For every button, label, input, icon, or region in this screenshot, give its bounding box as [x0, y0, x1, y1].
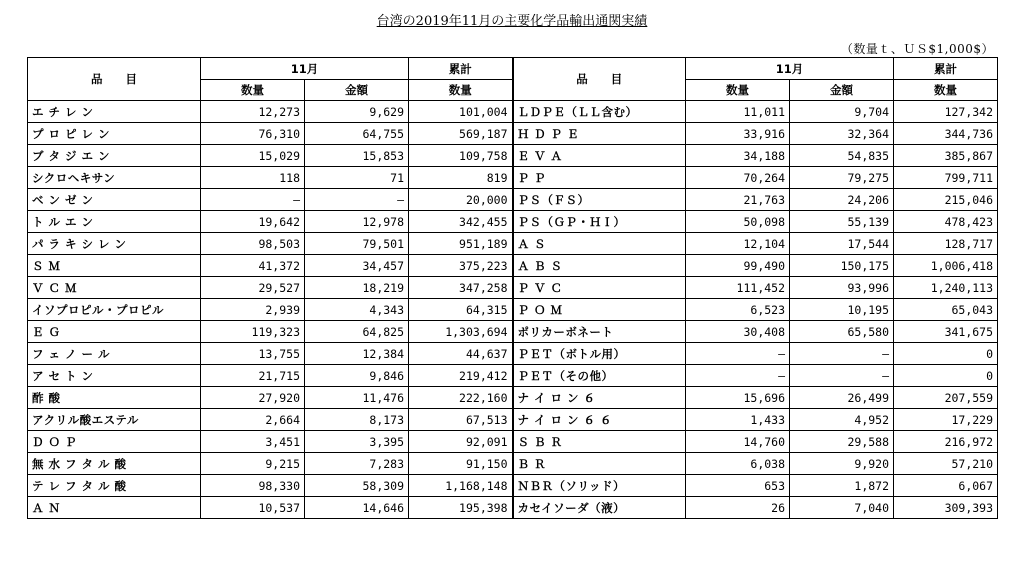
- amount-cell: 18,219: [305, 277, 409, 299]
- table-row: [28, 233, 998, 255]
- amount-cell: 29,588: [790, 431, 894, 453]
- cumulative-cell: 44,637: [409, 343, 513, 365]
- amount-cell: 9,629: [305, 101, 409, 123]
- item-name: ト ル エ ン: [28, 211, 201, 233]
- item-name: ＰＳ（ＧＰ・ＨＩ）: [513, 211, 686, 233]
- item-header-left: 品 目: [28, 58, 201, 101]
- item-name: Ｐ Ｐ: [513, 167, 686, 189]
- cumulative-header-right: 累計: [894, 58, 998, 80]
- cumulative-cell: 215,046: [894, 189, 998, 211]
- item-name: シクロヘキサン: [28, 167, 201, 189]
- cumulative-cell: 57,210: [894, 453, 998, 475]
- item-name: ＬＤＰＥ（ＬＬ含む）: [513, 101, 686, 123]
- quantity-cell: 12,104: [686, 233, 790, 255]
- cumulative-cell: 222,160: [409, 387, 513, 409]
- amount-header-left: 金額: [305, 80, 409, 101]
- cumulative-cell: 17,229: [894, 409, 998, 431]
- item-name: ＰＥＴ（その他）: [513, 365, 686, 387]
- cumulative-cell: 342,455: [409, 211, 513, 233]
- item-name: Ｅ Ｇ: [28, 321, 201, 343]
- table-header: [28, 58, 998, 101]
- item-name: 酢 酸: [28, 387, 201, 409]
- quantity-cell: 118: [201, 167, 305, 189]
- table-row: [28, 365, 998, 387]
- amount-cell: 7,283: [305, 453, 409, 475]
- cumulative-cell: 478,423: [894, 211, 998, 233]
- amount-cell: 150,175: [790, 255, 894, 277]
- cumulative-cell: 951,189: [409, 233, 513, 255]
- table-row: [28, 409, 998, 431]
- amount-cell: 24,206: [790, 189, 894, 211]
- quantity-cell: 653: [686, 475, 790, 497]
- amount-cell: 32,364: [790, 123, 894, 145]
- item-name: Ｄ Ｏ Ｐ: [28, 431, 201, 453]
- cumulative-cell: 6,067: [894, 475, 998, 497]
- item-name: Ａ Ｓ: [513, 233, 686, 255]
- quantity-cell: 34,188: [686, 145, 790, 167]
- cumulative-cell: 128,717: [894, 233, 998, 255]
- item-name: Ｈ Ｄ Ｐ Ｅ: [513, 123, 686, 145]
- amount-cell: 15,853: [305, 145, 409, 167]
- table-row: [28, 167, 998, 189]
- cumulative-cell: 65,043: [894, 299, 998, 321]
- quantity-cell: 11,011: [686, 101, 790, 123]
- quantity-cell: 99,490: [686, 255, 790, 277]
- quantity-cell: 14,760: [686, 431, 790, 453]
- cumulative-cell: 0: [894, 365, 998, 387]
- cumulative-cell: 819: [409, 167, 513, 189]
- month-header-left: 11月: [201, 58, 409, 80]
- item-name: ア セ ト ン: [28, 365, 201, 387]
- table-row: [28, 145, 998, 167]
- quantity-cell: ―: [201, 189, 305, 211]
- item-name: ベ ン ゼ ン: [28, 189, 201, 211]
- amount-cell: 64,755: [305, 123, 409, 145]
- item-name: ポリカーボネート: [513, 321, 686, 343]
- amount-cell: 9,920: [790, 453, 894, 475]
- amount-cell: 12,978: [305, 211, 409, 233]
- item-name: Ｖ Ｃ Ｍ: [28, 277, 201, 299]
- item-name: 無 水 フ タ ル 酸: [28, 453, 201, 475]
- cumulative-cell: 0: [894, 343, 998, 365]
- quantity-cell: 3,451: [201, 431, 305, 453]
- quantity-cell: 10,537: [201, 497, 305, 519]
- month-header-right: 11月: [686, 58, 894, 80]
- amount-cell: 1,872: [790, 475, 894, 497]
- amount-cell: 11,476: [305, 387, 409, 409]
- amount-cell: 9,704: [790, 101, 894, 123]
- cumulative-cell: 101,004: [409, 101, 513, 123]
- amount-cell: 93,996: [790, 277, 894, 299]
- cumulative-cell: 1,303,694: [409, 321, 513, 343]
- item-name: ブ タ ジ エ ン: [28, 145, 201, 167]
- cumulative-cell: 1,006,418: [894, 255, 998, 277]
- amount-cell: 34,457: [305, 255, 409, 277]
- quantity-cell: ―: [686, 365, 790, 387]
- item-name: プ ロ ピ レ ン: [28, 123, 201, 145]
- table-row: [28, 497, 998, 519]
- quantity-cell: 26: [686, 497, 790, 519]
- cumulative-cell: 64,315: [409, 299, 513, 321]
- cumulative-cell: 344,736: [894, 123, 998, 145]
- amount-cell: 17,544: [790, 233, 894, 255]
- amount-cell: ―: [790, 365, 894, 387]
- quantity-cell: 1,433: [686, 409, 790, 431]
- amount-cell: 64,825: [305, 321, 409, 343]
- amount-cell: 26,499: [790, 387, 894, 409]
- quantity-cell: 33,916: [686, 123, 790, 145]
- cumulative-cell: 20,000: [409, 189, 513, 211]
- item-name: ナ イ ロ ン ６: [513, 387, 686, 409]
- cumulative-cell: 347,258: [409, 277, 513, 299]
- item-name: Ｐ Ｏ Ｍ: [513, 299, 686, 321]
- quantity-cell: 41,372: [201, 255, 305, 277]
- quantity-cell: 6,038: [686, 453, 790, 475]
- cumulative-cell: 92,091: [409, 431, 513, 453]
- page-title: [0, 10, 1024, 29]
- item-name: エ チ レ ン: [28, 101, 201, 123]
- quantity-cell: 98,330: [201, 475, 305, 497]
- table-body: [28, 101, 998, 519]
- item-name: パ ラ キ シ レ ン: [28, 233, 201, 255]
- item-name: Ｐ Ｖ Ｃ: [513, 277, 686, 299]
- quantity-cell: 2,939: [201, 299, 305, 321]
- table-row: [28, 123, 998, 145]
- quantity-cell: 119,323: [201, 321, 305, 343]
- item-name: テ レ フ タ ル 酸: [28, 475, 201, 497]
- amount-cell: 55,139: [790, 211, 894, 233]
- quantity-cell: 9,215: [201, 453, 305, 475]
- export-table: [27, 57, 998, 519]
- amount-cell: 79,275: [790, 167, 894, 189]
- item-name: アクリル酸エステル: [28, 409, 201, 431]
- cum-quantity-header-left: 数量: [409, 80, 513, 101]
- table-row: [28, 211, 998, 233]
- quantity-cell: 98,503: [201, 233, 305, 255]
- quantity-cell: 19,642: [201, 211, 305, 233]
- amount-cell: 9,846: [305, 365, 409, 387]
- quantity-cell: 2,664: [201, 409, 305, 431]
- table-row: [28, 277, 998, 299]
- cumulative-cell: 341,675: [894, 321, 998, 343]
- cumulative-cell: 207,559: [894, 387, 998, 409]
- quantity-cell: 70,264: [686, 167, 790, 189]
- quantity-cell: 12,273: [201, 101, 305, 123]
- item-name: Ｓ Ｍ: [28, 255, 201, 277]
- cumulative-cell: 1,240,113: [894, 277, 998, 299]
- quantity-header-left: 数量: [201, 80, 305, 101]
- amount-cell: ―: [305, 189, 409, 211]
- cumulative-cell: 91,150: [409, 453, 513, 475]
- cumulative-cell: 569,187: [409, 123, 513, 145]
- amount-header-right: 金額: [790, 80, 894, 101]
- quantity-cell: 30,408: [686, 321, 790, 343]
- table-row: [28, 343, 998, 365]
- cumulative-cell: 375,223: [409, 255, 513, 277]
- cumulative-cell: 127,342: [894, 101, 998, 123]
- item-name: カセイソーダ（液）: [513, 497, 686, 519]
- quantity-cell: 15,029: [201, 145, 305, 167]
- item-name: Ｂ Ｒ: [513, 453, 686, 475]
- amount-cell: 10,195: [790, 299, 894, 321]
- cumulative-cell: 216,972: [894, 431, 998, 453]
- amount-cell: 12,384: [305, 343, 409, 365]
- amount-cell: 58,309: [305, 475, 409, 497]
- table-row: [28, 101, 998, 123]
- amount-cell: 79,501: [305, 233, 409, 255]
- table-row: [28, 299, 998, 321]
- item-name: ＰＥＴ（ボトル用）: [513, 343, 686, 365]
- cumulative-cell: 799,711: [894, 167, 998, 189]
- table-row: [28, 475, 998, 497]
- amount-cell: 65,580: [790, 321, 894, 343]
- table-row: [28, 321, 998, 343]
- amount-cell: 4,952: [790, 409, 894, 431]
- quantity-cell: 21,763: [686, 189, 790, 211]
- item-name: ＮＢＲ（ソリッド）: [513, 475, 686, 497]
- quantity-cell: 76,310: [201, 123, 305, 145]
- cumulative-cell: 195,398: [409, 497, 513, 519]
- amount-cell: 3,395: [305, 431, 409, 453]
- amount-cell: 14,646: [305, 497, 409, 519]
- amount-cell: 7,040: [790, 497, 894, 519]
- quantity-cell: 21,715: [201, 365, 305, 387]
- cumulative-cell: 67,513: [409, 409, 513, 431]
- item-name: ナ イ ロ ン ６ ６: [513, 409, 686, 431]
- cumulative-cell: 385,867: [894, 145, 998, 167]
- cumulative-header-left: 累計: [409, 58, 513, 80]
- item-name: Ａ Ｎ: [28, 497, 201, 519]
- quantity-header-right: 数量: [686, 80, 790, 101]
- item-name: Ｓ Ｂ Ｒ: [513, 431, 686, 453]
- title-text: 台湾の2019年11月の主要化学品輸出通関実績: [376, 14, 648, 29]
- cum-quantity-header-right: 数量: [894, 80, 998, 101]
- cumulative-cell: 219,412: [409, 365, 513, 387]
- item-name: Ａ Ｂ Ｓ: [513, 255, 686, 277]
- quantity-cell: 29,527: [201, 277, 305, 299]
- item-name: Ｅ Ｖ Ａ: [513, 145, 686, 167]
- amount-cell: 71: [305, 167, 409, 189]
- unit-note: （数量ｔ、ＵＳ$1,000$）: [840, 42, 994, 56]
- item-header-right: 品 目: [513, 58, 686, 101]
- item-name: フ ェ ノ ー ル: [28, 343, 201, 365]
- table-row: [28, 255, 998, 277]
- table-row: [28, 387, 998, 409]
- quantity-cell: 15,696: [686, 387, 790, 409]
- cumulative-cell: 309,393: [894, 497, 998, 519]
- item-name: イソプロピル・プロピル: [28, 299, 201, 321]
- quantity-cell: ―: [686, 343, 790, 365]
- table-row: [28, 453, 998, 475]
- table-row: [28, 431, 998, 453]
- amount-cell: 8,173: [305, 409, 409, 431]
- quantity-cell: 6,523: [686, 299, 790, 321]
- cumulative-cell: 109,758: [409, 145, 513, 167]
- quantity-cell: 50,098: [686, 211, 790, 233]
- amount-cell: 4,343: [305, 299, 409, 321]
- amount-cell: 54,835: [790, 145, 894, 167]
- amount-cell: ―: [790, 343, 894, 365]
- cumulative-cell: 1,168,148: [409, 475, 513, 497]
- table-row: [28, 189, 998, 211]
- quantity-cell: 27,920: [201, 387, 305, 409]
- quantity-cell: 111,452: [686, 277, 790, 299]
- item-name: ＰＳ（ＦＳ）: [513, 189, 686, 211]
- quantity-cell: 13,755: [201, 343, 305, 365]
